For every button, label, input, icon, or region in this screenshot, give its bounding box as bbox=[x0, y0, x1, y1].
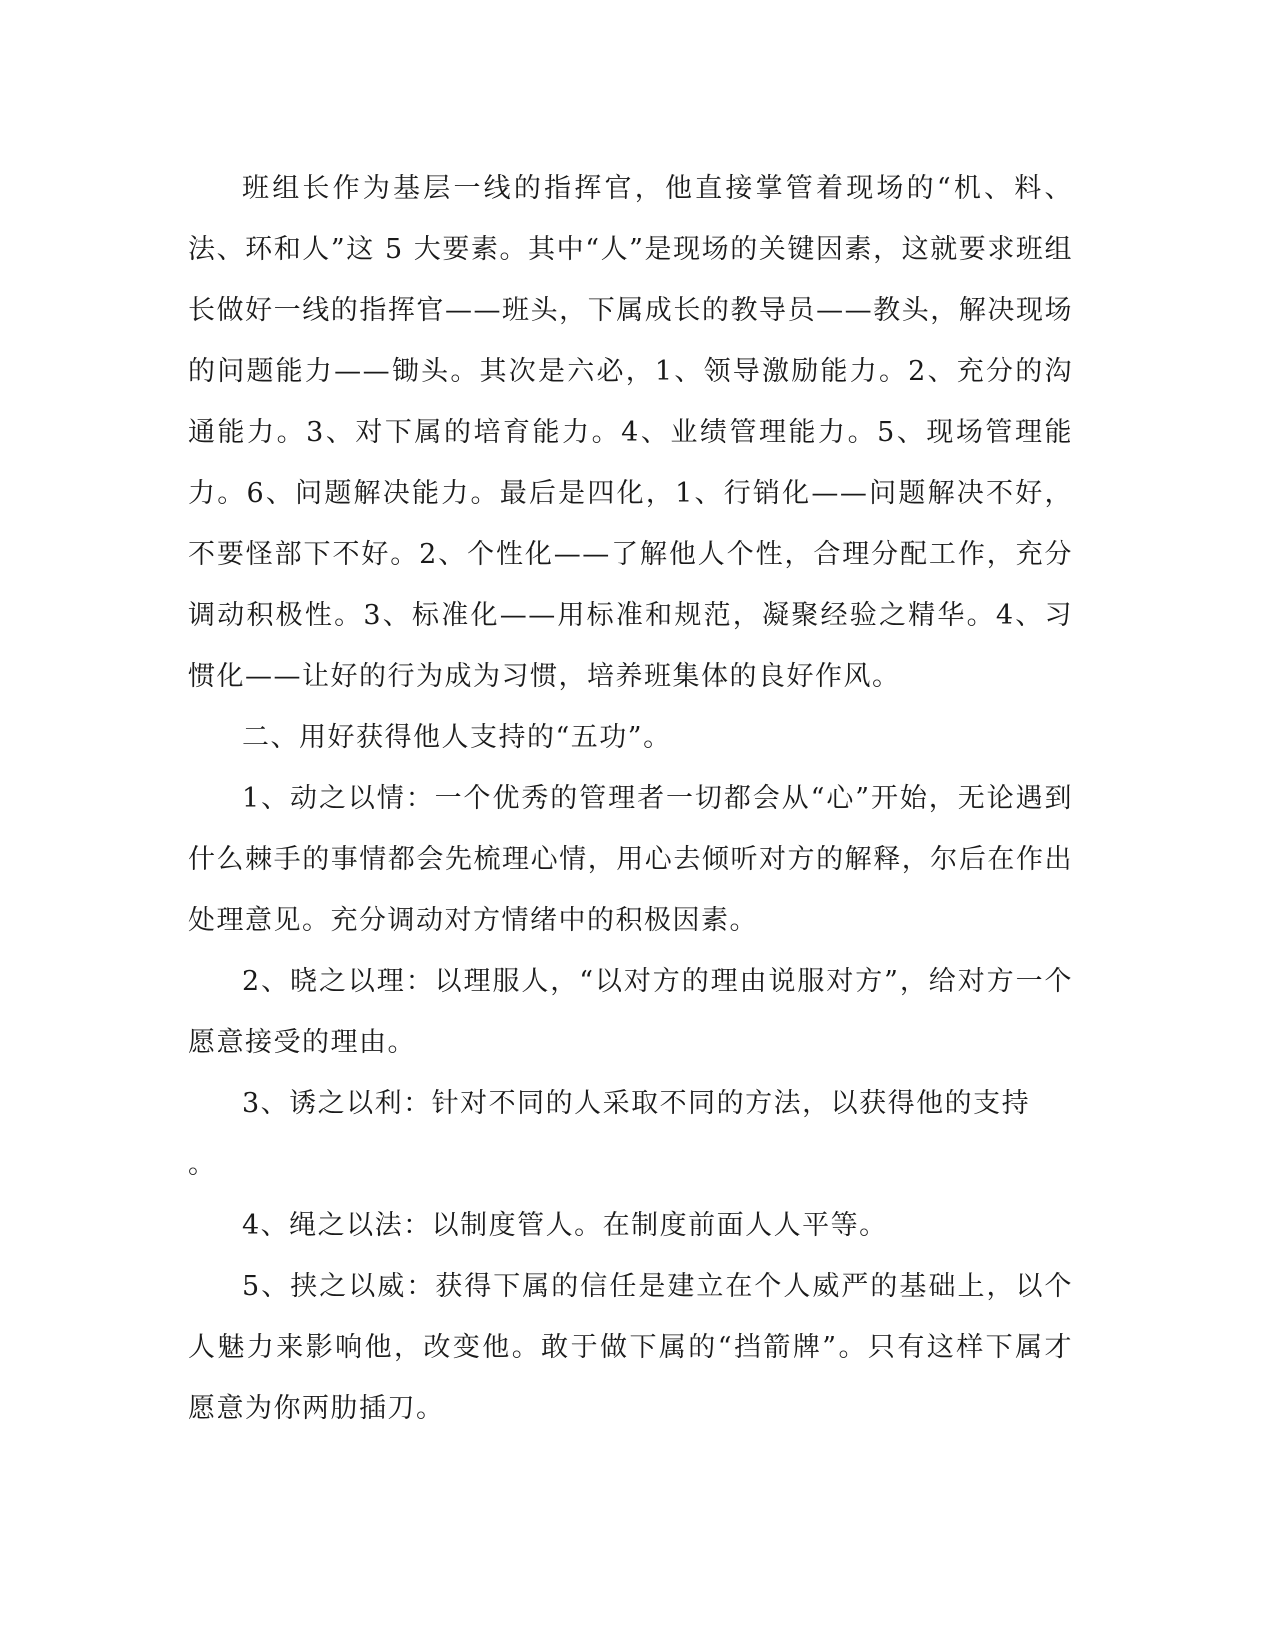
paragraph-skill-rules: 4、绳之以法：以制度管人。在制度前面人人平等。 bbox=[242, 1210, 888, 1241]
document-body bbox=[188, 158, 1073, 1439]
paragraph-team-leader-role: 班组长作为基层一线的指挥官，他直接掌管着现场的“机、料、法、环和人”这 5 大要素。其中“人”是现场的关键因素，这就要求班组长做好一线的指挥官——班头，下属成长的教导员——教头，解决现场的问题能力——锄头。其次是六必，1、领导激励能力。2、充分的沟通能力。3、对下属的培育能力。4、业绩管理能力。5、现场管理能力。6、问题解决能力。最后是四化，1、行销化——问题解决不好，不要怪部下不好。2、个性化——了解他人个性，合理分配工作，充分调动积极性。3、标准化——用标准和规范，凝聚经验之精华。4、习惯化——让好的行为成为习惯，培养班集体的良好作风。 bbox=[188, 173, 1073, 692]
paragraph-orphan-punctuation: 。 bbox=[188, 1149, 217, 1180]
paragraph-skill-reason: 2、晓之以理：以理服人，“以对方的理由说服对方”，给对方一个愿意接受的理由。 bbox=[188, 966, 1073, 1058]
paragraph-skill-benefit: 3、诱之以利：针对不同的人采取不同的方法，以获得他的支持 bbox=[242, 1088, 1031, 1119]
paragraph-skill-authority: 5、挟之以威：获得下属的信任是建立在个人威严的基础上，以个人魅力来影响他，改变他。敢于做下属的“挡箭牌”。只有这样下属才愿意为你两肋插刀。 bbox=[188, 1271, 1073, 1424]
paragraph-section-heading-five-skills: 二、用好获得他人支持的“五功”。 bbox=[242, 722, 672, 753]
paragraph-skill-emotion: 1、动之以情：一个优秀的管理者一切都会从“心”开始，无论遇到什么棘手的事情都会先梳理心情，用心去倾听对方的解释，尔后在作出处理意见。充分调动对方情绪中的积极因素。 bbox=[188, 783, 1073, 936]
